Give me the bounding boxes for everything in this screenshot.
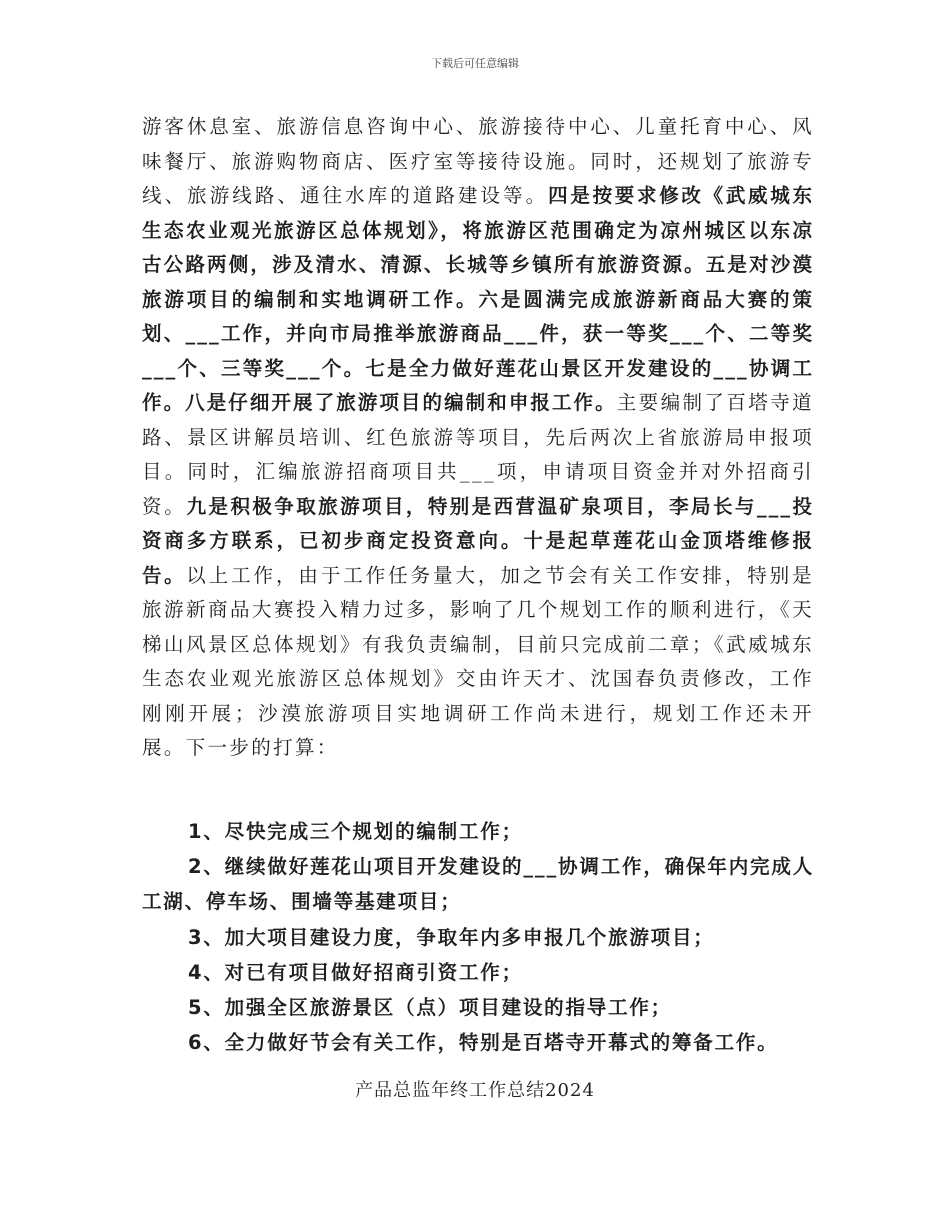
list-item: 3、加大项目建设力度，争取年内多申报几个旅游项目； [188,925,715,949]
paragraph-segment: 主要编制了百塔寺道路、景区讲解员培训、红色旅游等项目，先后两次上省旅游局申报项目。同时，汇编旅游招商项目共___项，申请项目资金并对外招商引资。 [142,391,814,518]
paragraph-segment-bold: 四是按要求修改《武威城东生态农业观光旅游区总体规划》，将旅游区范围确定为凉州城区以东凉古公路两侧，涉及清水、清源、长城等乡镇所有旅游资源。五是对沙漠旅游项目的编制和实地调研工作。六是圆满完成旅游新商品大赛的策划、___工作，并向市局推举旅游商品___件，获一等奖___个、二等奖___个、三等奖___个。七是全力做好莲花山景区开发建设的___协调工作。八是仔细开展了旅游项目的编制和申报工作。 [142,184,814,414]
body-paragraph [142,110,814,766]
list-item: 5、加强全区旅游景区（点）项目建设的指导工作； [188,996,672,1020]
plan-list [142,814,814,1060]
list-item: 2、继续做好莲花山项目开发建设的___协调工作，确保年内完成人工湖、停车场、围墙等基建项目； [142,855,814,914]
list-item: 4、对已有项目做好招商引资工作； [188,960,523,984]
paragraph-segment-bold: 九是积极争取旅游项目，特别是西营温矿泉项目，李局长与___投资商多方联系，已初步商定投资意向。十是起草莲花山金顶塔维修报告。 [142,494,814,587]
document-title: 产品总监年终工作总结2024 [355,1080,595,1101]
paragraph-segment: 游客休息室、旅游信息咨询中心、旅游接待中心、儿童托育中心、风味餐厅、旅游购物商店、医疗室等接待设施。同时，还规划了旅游专线、旅游线路、通往水库的道路建设等。 [142,115,814,207]
list-item: 6、全力做好节会有关工作，特别是百塔寺开幕式的筹备工作。 [188,1031,779,1055]
paragraph-segment: 以上工作，由于工作任务量大，加之节会有关工作安排，特别是旅游新商品大赛投入精力过多，影响了几个规划工作的顺利进行，《天梯山风景区总体规划》有我负责编制，目前只完成前二章；《武威城东生态农业观光旅游区总体规划》交由许天才、沈国春负责修改，工作刚刚开展；沙漠旅游项目实地调研工作尚未进行，规划工作还未开展。下一步的打算： [142,563,814,759]
header-note: 下载后可任意编辑 [431,57,519,70]
list-item: 1、尽快完成三个规划的编制工作； [188,820,523,843]
